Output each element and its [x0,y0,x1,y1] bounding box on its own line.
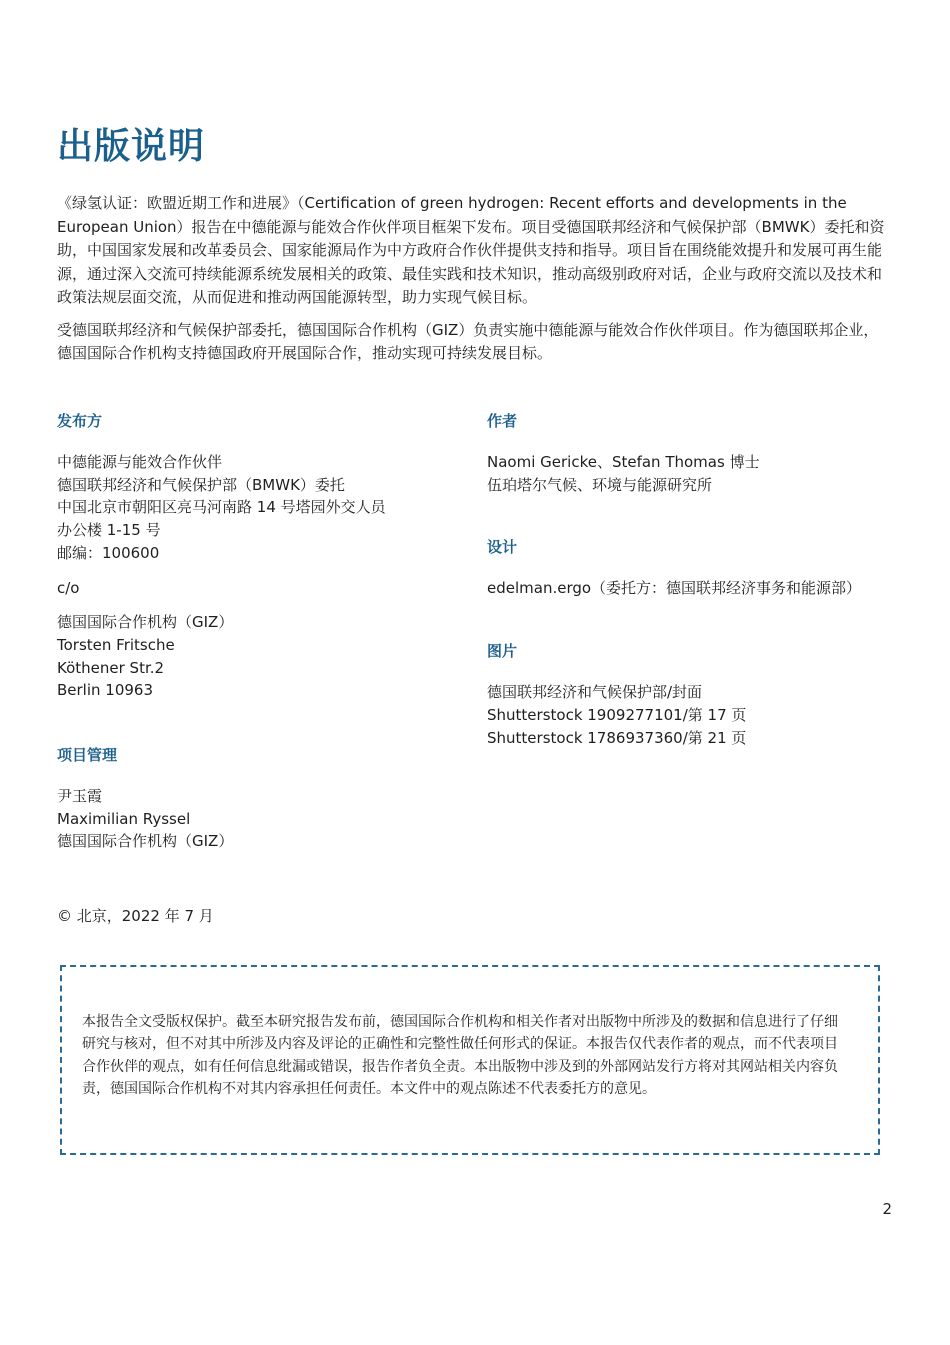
publisher-heading: 发布方 [57,412,103,430]
intro-paragraph: 《绿氢认证：欧盟近期工作和进展》（Certification of green hydrogen: Recent efforts and developments in the European Union）报告在中德能源与能效合作伙伴项目框架下发布。项目受德国联邦经济和气候保护部（BMWK）委托和资助，中国国家发展和改革委员会、国家能源局作为中方政府合作伙伴提供支持和指导。项目旨在围绕能效提升和发展可再生能源，通过深入交流可持续能源系统发展相关的政策、最佳实践和技术知识，推动高级别政府对话，企业与政府交流以及技术和政策法规层面交流，从而促进和推动两国能源转型，助力实现气候目标。 [57,194,885,306]
publisher-line: Köthener Str.2 [57,658,165,677]
publisher-line: 德国国际合作机构（GIZ） [57,613,234,632]
disclaimer-box [60,965,880,1155]
intro-paragraph: 受德国联邦经济和气候保护部委托，德国国际合作机构（GIZ）负责实施中德能源与能效合作伙伴项目。作为德国联邦企业，德国国际合作机构支持德国政府开展国际合作，推动实现可持续发展目标。 [57,320,879,362]
images-heading: 图片 [487,642,518,661]
publisher-line: 德国联邦经济和气候保护部（BMWK）委托 [57,475,345,494]
page-number: 2 [882,1200,892,1218]
project-management-heading: 项目管理 [57,746,118,765]
intro-section [57,192,893,375]
author-line: Naomi Gericke、Stefan Thomas 博士 [487,453,760,471]
publisher-line: 中德能源与能效合作伙伴 [57,453,223,471]
publisher-line: 邮编：100600 [57,543,160,562]
authors-list [487,451,867,496]
design-heading: 设计 [487,538,518,557]
project-manager-line: 德国国际合作机构（GIZ） [57,832,234,851]
publisher-giz-address [57,611,397,702]
publisher-line: 中国北京市朝阳区亮马河南路 14 号塔园外交人员办公楼 1-15 号 [57,498,386,540]
project-manager-line: Maximilian Ryssel [57,809,191,828]
project-manager-line: 尹玉霞 [57,787,103,806]
project-management-list [57,785,397,853]
authors-heading: 作者 [487,412,518,430]
publisher-address [57,451,397,565]
image-credits [487,681,867,749]
publisher-line: Torsten Fritsche [57,635,175,654]
image-credit-line: Shutterstock 1909277101/第 17 页 [487,705,747,724]
image-credit-line: Shutterstock 1786937360/第 21 页 [487,728,747,747]
author-line: 伍珀塔尔气候、环境与能源研究所 [487,475,713,494]
publisher-co: c/o [57,578,80,597]
copyright-notice: © 北京，2022 年 7 月 [57,907,214,925]
left-column [57,410,397,865]
design-credit: edelman.ergo（委托方：德国联邦经济事务和能源部） [487,579,862,598]
publisher-line: Berlin 10963 [57,681,154,700]
page-title: 出版说明 [57,126,206,167]
disclaimer-text: 本报告全文受版权保护。截至本研究报告发布前，德国国际合作机构和相关作者对出版物中所涉及的数据和信息进行了仔细研究与核对，但不对其中所涉及内容及评论的正确性和完整性做任何形式的保证。本报告仅代表作者的观点，而不代表项目合作伙伴的观点，如有任何信息纰漏或错误，报告作者负全责。本出版物中涉及到的外部网站发行方将对其网站相关内容负责，德国国际合作机构不对其内容承担任何责任。本文件中的观点陈述不代表委托方的意见。 [82,1014,838,1098]
image-credit-line: 德国联邦经济和气候保护部/封面 [487,683,703,702]
right-column [487,410,867,761]
